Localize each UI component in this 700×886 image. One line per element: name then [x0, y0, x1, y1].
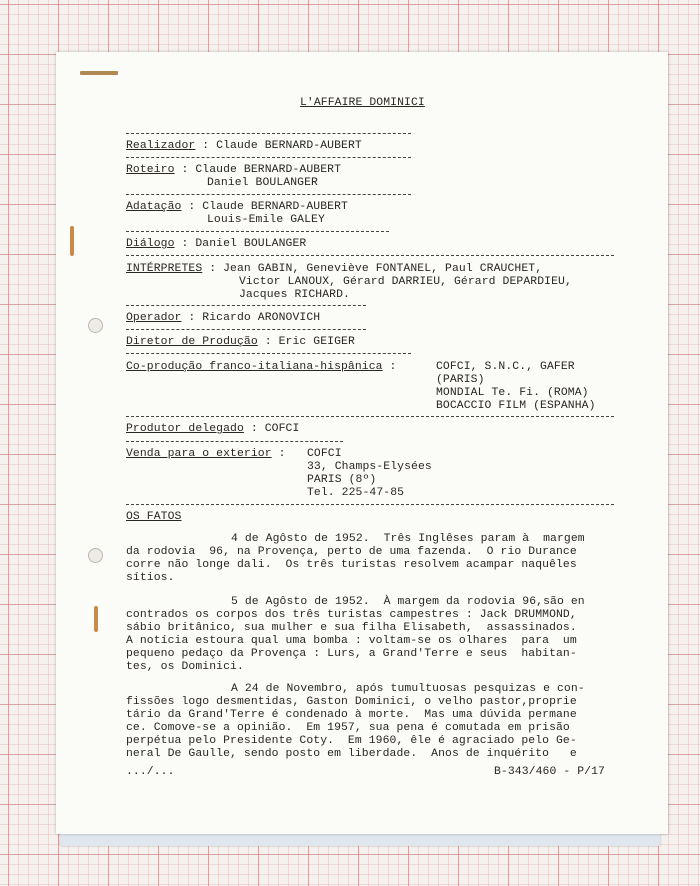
paragraph-line: contrados os corpos dos três turistas campestres : Jack DRUMMOND,: [126, 609, 577, 621]
credit-value: Daniel BOULANGER: [195, 238, 307, 250]
credit-value: Jacques RICHARD.: [239, 289, 350, 301]
credit-value: Victor LANOUX, Gérard DARRIEU, Gérard DEPARDIEU,: [239, 276, 572, 288]
document-reference: B-343/460 - P/17: [494, 766, 605, 778]
divider: [126, 353, 411, 354]
paragraph-line: 5 de Agôsto de 1952. À margem da rodovia 96,são en: [231, 596, 585, 608]
staple-mark: [80, 71, 118, 75]
paragraph-line: fissões logo desmentidas, Gaston Dominici, o velho pastor,proprie: [126, 696, 577, 708]
credit-label: Diretor de Produção: [126, 336, 258, 348]
divider: [126, 441, 343, 442]
paragraph-line: corre não longe dali. Os três turistas resolvem acampar naquêles: [126, 559, 577, 571]
credit-label: Diálogo: [126, 238, 175, 250]
credit-realizador: Realizador : Claude BERNARD-AUBERT: [126, 140, 362, 152]
credit-value: Ricardo ARONOVICH: [202, 312, 321, 324]
credit-dialogo: Diálogo : Daniel BOULANGER: [126, 238, 307, 250]
credit-operador: Operador : Ricardo ARONOVICH: [126, 312, 321, 324]
credit-venda-exterior: Venda para o exterior :: [126, 448, 293, 460]
credit-produtor-delegado: Produtor delegado : COFCI: [126, 423, 300, 435]
credit-coproducao: Co-produção franco-italiana-hispânica :: [126, 361, 404, 373]
paragraph-line: perpétua pelo Presidente Coty. Em 1960, êle é agraciado pelo Ge-: [126, 735, 577, 747]
credit-value: Tel. 225-47-85: [307, 487, 405, 499]
credit-value: Eric GEIGER: [278, 336, 355, 348]
credit-value: Jean GABIN, Geneviève FONTANEL, Paul CRAUCHET,: [223, 263, 543, 275]
credit-value: COFCI, S.N.C., GAFER: [436, 361, 575, 373]
paragraph-line: da rodovia 96, na Provença, perto de uma fazenda. O rio Durance: [126, 546, 577, 558]
credit-value: 33, Champs-Elysées: [307, 461, 432, 473]
section-heading: OS FATOS: [126, 511, 182, 523]
credit-label: Roteiro: [126, 164, 175, 176]
document-title: L'AFFAIRE DOMINICI: [300, 97, 425, 109]
credit-value: (PARIS): [436, 374, 485, 386]
credit-label: Co-produção franco-italiana-hispânica: [126, 361, 383, 373]
divider: [126, 305, 366, 306]
punch-hole: [88, 548, 103, 563]
divider: [126, 157, 411, 158]
paragraph-line: sítios.: [126, 572, 175, 584]
divider: [126, 194, 411, 195]
rust-mark: [94, 606, 98, 632]
credit-value: Claude BERNARD-AUBERT: [216, 140, 362, 152]
credit-value: Claude BERNARD-AUBERT: [195, 164, 342, 176]
rust-mark: [70, 226, 74, 256]
credit-value: Louis-Emile GALEY: [207, 214, 325, 226]
credit-value: BOCACCIO FILM (ESPANHA): [436, 400, 596, 412]
divider: [126, 329, 366, 330]
credit-label: Produtor delegado: [126, 423, 244, 435]
punch-hole: [88, 318, 103, 333]
credit-diretor-producao: Diretor de Produção : Eric GEIGER: [126, 336, 355, 348]
paragraph-line: ce. Comove-se a opinião. Em 1957, sua pena é comutada em prisão: [126, 722, 570, 734]
credit-interpretes: INTÉRPRETES : Jean GABIN, Geneviève FONTANEL, Paul CRAUCHET,: [126, 263, 543, 275]
paragraph-line: A notícia estoura qual uma bomba : voltam-se os olhares para um: [126, 635, 577, 647]
divider: [126, 504, 614, 505]
credit-label: INTÉRPRETES: [126, 263, 203, 275]
credit-adatacao: Adatação : Claude BERNARD-AUBERT: [126, 201, 348, 213]
paragraph-line: neral De Gaulle, sendo posto em liberdade. Anos de inquérito e: [126, 748, 577, 760]
paragraph-line: 4 de Agôsto de 1952. Três Inglêses param à margem: [231, 533, 585, 545]
credit-label: Operador: [126, 312, 182, 324]
credit-value: MONDIAL Te. Fi. (ROMA): [436, 387, 589, 399]
credit-label: Realizador: [126, 140, 196, 152]
divider: [126, 416, 614, 417]
paragraph-line: pequeno pedaço da Provença : Lurs, a Grand'Terre e seus habitan-: [126, 648, 577, 660]
paragraph-line: tes, os Dominici.: [126, 661, 244, 673]
credit-value: Daniel BOULANGER: [207, 177, 318, 189]
divider: [126, 231, 389, 232]
credit-label: Venda para o exterior: [126, 448, 272, 460]
credit-value: PARIS (8º): [307, 474, 377, 486]
paragraph-line: tário da Grand'Terre é condenado à morte. Mas uma dúvida permane: [126, 709, 577, 721]
credit-value: COFCI: [264, 423, 300, 435]
paragraph-line: A 24 de Novembro, após tumultuosas pesquizas e con-: [231, 683, 585, 695]
divider: [126, 255, 614, 256]
document-page: [56, 52, 668, 834]
divider: [126, 133, 411, 134]
credit-label: Adatação: [126, 201, 182, 213]
paragraph-line: sábio britânico, sua mulher e sua filha Elisabeth, assassinados.: [126, 622, 577, 634]
continuation-mark: .../...: [126, 766, 175, 778]
credit-value: Claude BERNARD-AUBERT: [202, 201, 348, 213]
credit-value: COFCI: [307, 448, 342, 460]
credit-roteiro: Roteiro : Claude BERNARD-AUBERT: [126, 164, 342, 176]
